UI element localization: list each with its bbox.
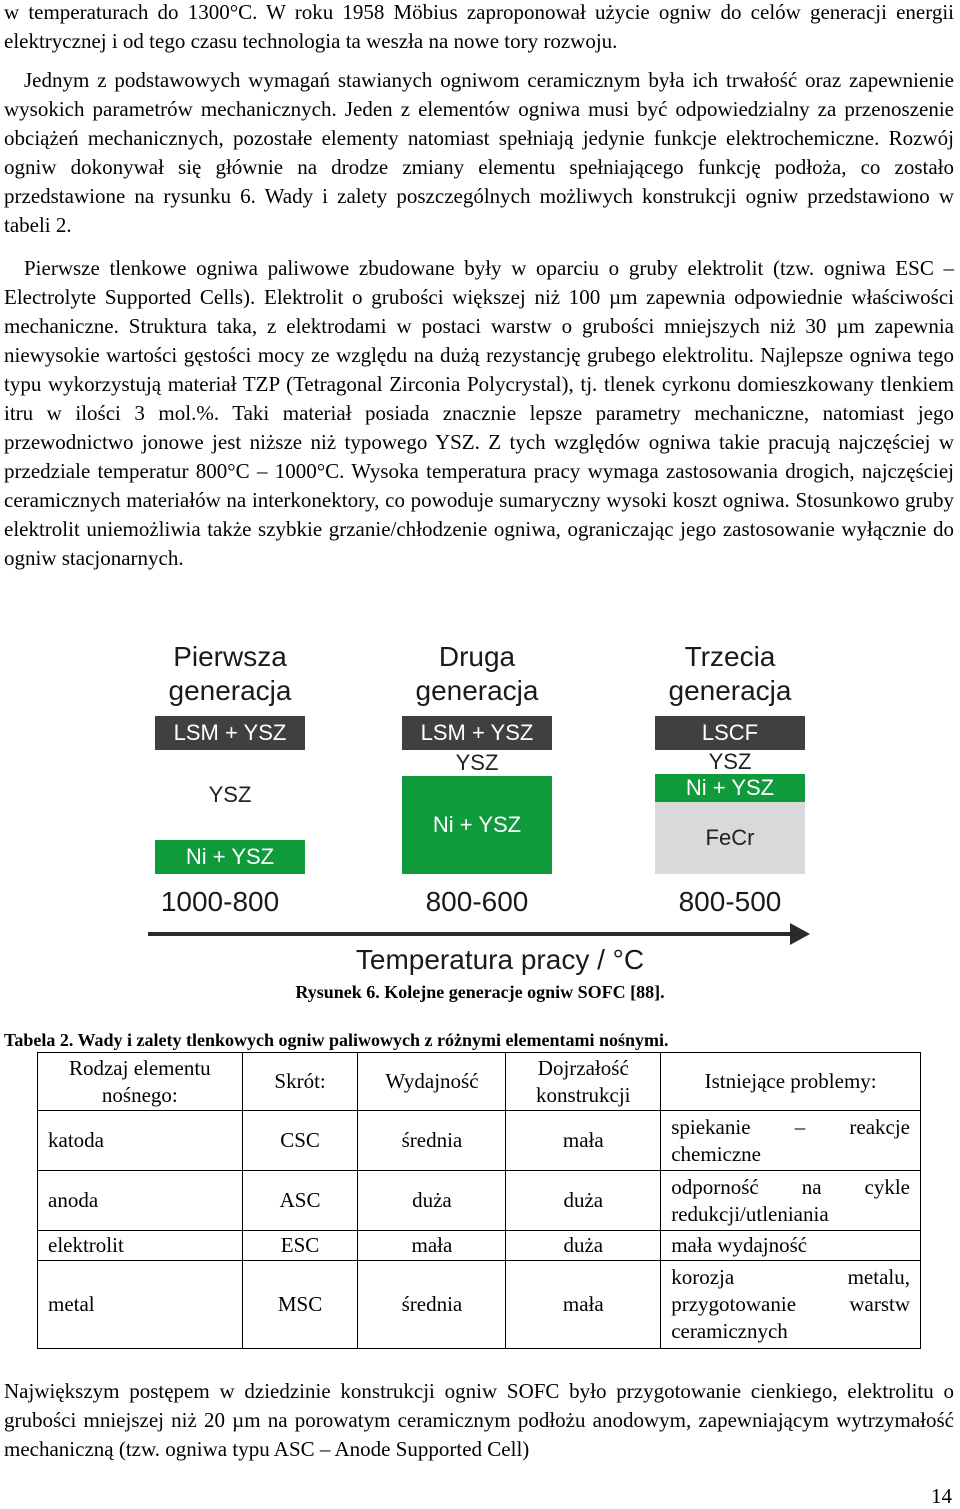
gen1-stack (155, 716, 305, 874)
gen3-title-line2: generacja (668, 675, 792, 706)
gen2-temp-range: 800-600 (425, 886, 529, 917)
cell-problems: spiekanie – reakcje chemiczne (661, 1111, 921, 1171)
gen3-title-line1: Trzecia (684, 641, 776, 672)
cell-support-type: anoda (38, 1171, 243, 1231)
gen1-layer-electrolyte: YSZ (155, 750, 305, 840)
gen1-title (155, 640, 305, 708)
cell-maturity: mała (506, 1111, 661, 1171)
gen2-layer-electrolyte: YSZ (402, 750, 552, 776)
cell-abbreviation: ASC (242, 1171, 358, 1231)
cell-maturity: mała (506, 1261, 661, 1349)
cell-efficiency: duża (358, 1171, 506, 1231)
gen2-layer-cathode: LSM + YSZ (402, 716, 552, 750)
arrow-right-icon (790, 923, 810, 945)
gen2-layer-anode: Ni + YSZ (402, 776, 552, 874)
cell-support-type: elektrolit (38, 1231, 243, 1261)
cell-maturity: duża (506, 1231, 661, 1261)
cell-problems: korozja metalu, przygotowanie warstw ceramicznych (661, 1261, 921, 1349)
paragraph-4: Największym postępem w dziedzinie konstrukcji ogniw SOFC było przygotowanie cienkiego, elektrolitu o grubości mniejszej niż 20 µm na porowatym ceramicznym podłożu anodowym, zapewniającym wytrzymałość mechaniczną (tzw. ogniwa typu ASC – Anode Supported Cell) (4, 1379, 954, 1461)
table-row (38, 1261, 921, 1349)
header-abbreviation: Skrót: (242, 1053, 358, 1111)
gen3-layer-cathode: LSCF (655, 716, 805, 750)
cell-efficiency: średnia (358, 1111, 506, 1171)
gen3-layer-electrolyte: YSZ (655, 750, 805, 774)
table-header-row (38, 1053, 921, 1111)
header-maturity: Dojrzałość konstrukcji (506, 1053, 661, 1111)
gen3-stack (655, 716, 805, 874)
cell-efficiency: średnia (358, 1261, 506, 1349)
cell-abbreviation: CSC (242, 1111, 358, 1171)
gen1-title-line2: generacja (168, 675, 292, 706)
temperature-axis-line (148, 932, 798, 936)
header-efficiency: Wydajność (358, 1053, 506, 1111)
gen3-title (655, 640, 805, 708)
cell-efficiency: mała (358, 1231, 506, 1261)
gen1-layer-anode: Ni + YSZ (155, 840, 305, 874)
cell-problems: odporność na cykle redukcji/utleniania (661, 1171, 921, 1231)
gen2-title (402, 640, 552, 708)
cell-problems: mała wydajność (661, 1231, 921, 1261)
gen3-temp-range: 800-500 (678, 886, 782, 917)
page-number: 14 (931, 1484, 952, 1508)
cell-abbreviation: MSC (242, 1261, 358, 1349)
cell-support-type: katoda (38, 1111, 243, 1171)
gen3-layer-anode: Ni + YSZ (655, 774, 805, 802)
gen1-layer-cathode: LSM + YSZ (155, 716, 305, 750)
gen1-temp-range: 1000-800 (160, 886, 280, 917)
cell-abbreviation: ESC (242, 1231, 358, 1261)
gen2-stack (402, 716, 552, 874)
table-caption: Tabela 2. Wady i zalety tlenkowych ogniw paliwowych z różnymi elementami nośnymi. (4, 1030, 669, 1050)
header-support-type: Rodzaj elementu nośnego: (38, 1053, 243, 1111)
sofc-generations-figure (140, 640, 820, 980)
paragraph-2: Jednym z podstawowych wymagań stawianych ogniwom ceramicznym była ich trwałość oraz zapewnienie wysokich parametrów mechanicznych. Jeden z elementów ogniwa musi być odpowiedzialny za przenoszenie obciążeń mechanicznych, pozostałe elementy natomiast spełniają jedynie funkcje elektrochemiczne. Rozwój ogniw dokonywał się głównie na drodze zmiany elementu spełniającego funkcję podłoża, co zostało przedstawione na rysunku 6. Wady i zalety poszczególnych możliwych konstrukcji ogniw przedstawiono w tabeli 2. (4, 68, 954, 237)
table-row (38, 1171, 921, 1231)
paragraph-3: Pierwsze tlenkowe ogniwa paliwowe zbudowane były w oparciu o gruby elektrolit (tzw. ogniwa ESC – Electrolyte Supported Cells). Elektrolit o grubości większej niż 100 µm zapewnia odpowiednie właściwości mechaniczne. Struktura taka, z elektrodami w postaci warstw o grubości mniejszych niż 30 µm zapewnia niewysokie wartości gęstości mocy ze względu na dużą rezystancję grubego elektrolitu. Najlepsze ogniwa tego typu wykorzystują materiał TZP (Tetragonal Zirconia Polycrystal), tj. tlenek cyrkonu domieszkowany tlenkiem itru w ilości 3 mol.%. Taki materiał posiada znacznie lepsze parametry mechaniczne, natomiast jego przewodnictwo jonowe jest niższe niż typowego YSZ. Z tych względów ogniwa takie pracują najczęściej w przedziale temperatur 800°C – 1000°C. Wysoka temperatura pracy wymaga zastosowania drogich, najczęściej ceramicznych materiałów na interkonektory, co powoduje sumaryczny wysoki koszt ogniwa. Stosunkowo gruby elektrolit uniemożliwia także szybkie grzanie/chłodzenie ogniwa, ograniczając jego zastosowanie wyłącznie do ogniw stacjonarnych. (4, 256, 954, 570)
gen2-title-line2: generacja (415, 675, 539, 706)
gen1-title-line1: Pierwsza (173, 641, 287, 672)
support-types-table (37, 1052, 921, 1349)
gen3-layer-metal-support: FeCr (655, 802, 805, 874)
cell-support-type: metal (38, 1261, 243, 1349)
header-problems: Istniejące problemy: (661, 1053, 921, 1111)
figure-caption: Rysunek 6. Kolejne generacje ogniw SOFC [88]. (295, 982, 665, 1002)
cell-maturity: duża (506, 1171, 661, 1231)
table-row (38, 1111, 921, 1171)
temperature-axis-label: Temperatura pracy / °C (355, 944, 645, 975)
gen2-title-line1: Druga (438, 641, 516, 672)
table-row (38, 1231, 921, 1261)
paragraph-1: w temperaturach do 1300°C. W roku 1958 Möbius zaproponował użycie ogniw do celów generacji energii elektrycznej i od tego czasu technologia ta weszła na nowe tory rozwoju. (4, 0, 954, 53)
